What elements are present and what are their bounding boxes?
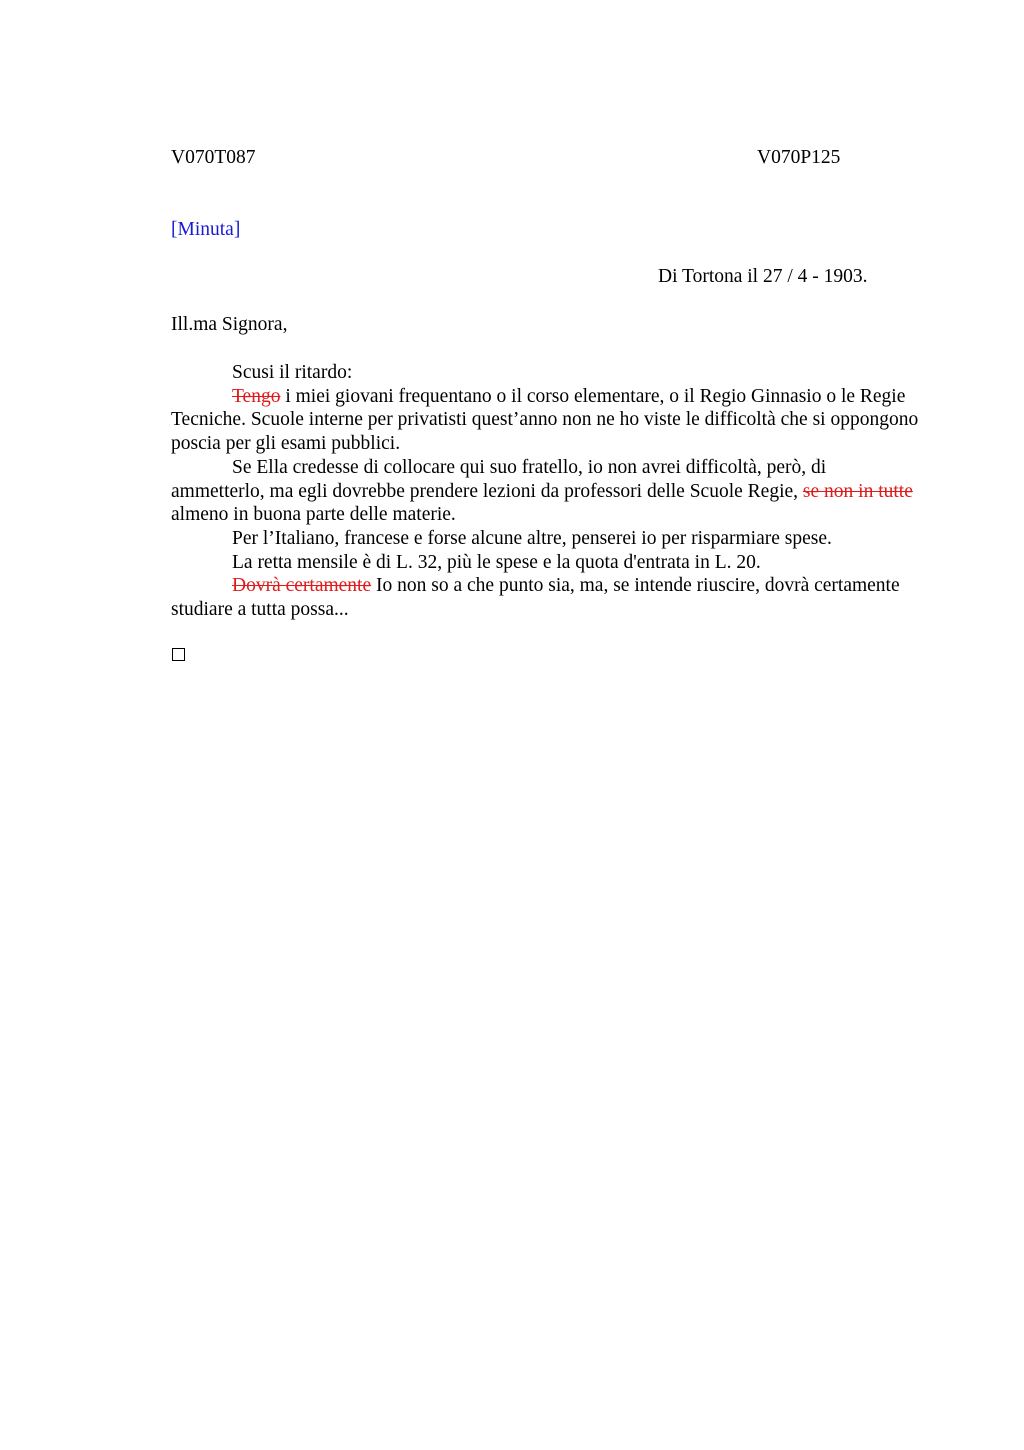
deleted-text: se non in tutte: [802, 480, 913, 502]
paragraph-1: [171, 361, 923, 385]
paragraph-3-text-a: Se Ella credesse di collocare qui suo fratello, io non avrei difficoltà, però, di ammetterlo, ma egli dovrebbe prendere lezioni da professori delle Scuole Regie,: [171, 456, 827, 502]
end-square-icon: [172, 648, 185, 661]
paragraph-1-text: Scusi il ritardo:: [232, 362, 353, 383]
paragraph-6-text: Io non so a che punto sia, ma, se intende riuscire, dovrà certamente studiare a tutta possa...: [171, 575, 900, 621]
deleted-text: Dovrà certamente: [232, 575, 372, 597]
salutation: Ill.ma Signora,: [171, 314, 288, 335]
paragraph-5: [171, 551, 923, 575]
paragraph-2: [171, 385, 923, 456]
document-code-right: V070P125: [757, 147, 841, 168]
paragraph-6: [171, 574, 923, 621]
minuta-note: [Minuta]: [171, 219, 241, 240]
letter-body: [171, 361, 923, 622]
paragraph-5-text: La retta mensile è di L. 32, più le spese e la quota d'entrata in L. 20.: [232, 551, 761, 573]
dateline: Di Tortona il 27 / 4 - 1903.: [658, 266, 868, 287]
paragraph-4: [171, 527, 923, 551]
paragraph-3: [171, 456, 923, 527]
document-code-left: V070T087: [171, 147, 256, 168]
paragraph-4-text: Per l’Italiano, francese e forse alcune altre, penserei io per risparmiare spese.: [232, 527, 832, 549]
paragraph-2-text: i miei giovani frequentano o il corso elementare, o il Regio Ginnasio o le Regie Tecniche. Scuole interne per privatisti quest’anno non ne ho viste le difficoltà che si oppongono poscia per gli esami pubblici.: [171, 385, 919, 455]
deleted-text: Tengo: [232, 385, 281, 407]
paragraph-3-text-b: almeno in buona parte delle materie.: [171, 504, 456, 526]
